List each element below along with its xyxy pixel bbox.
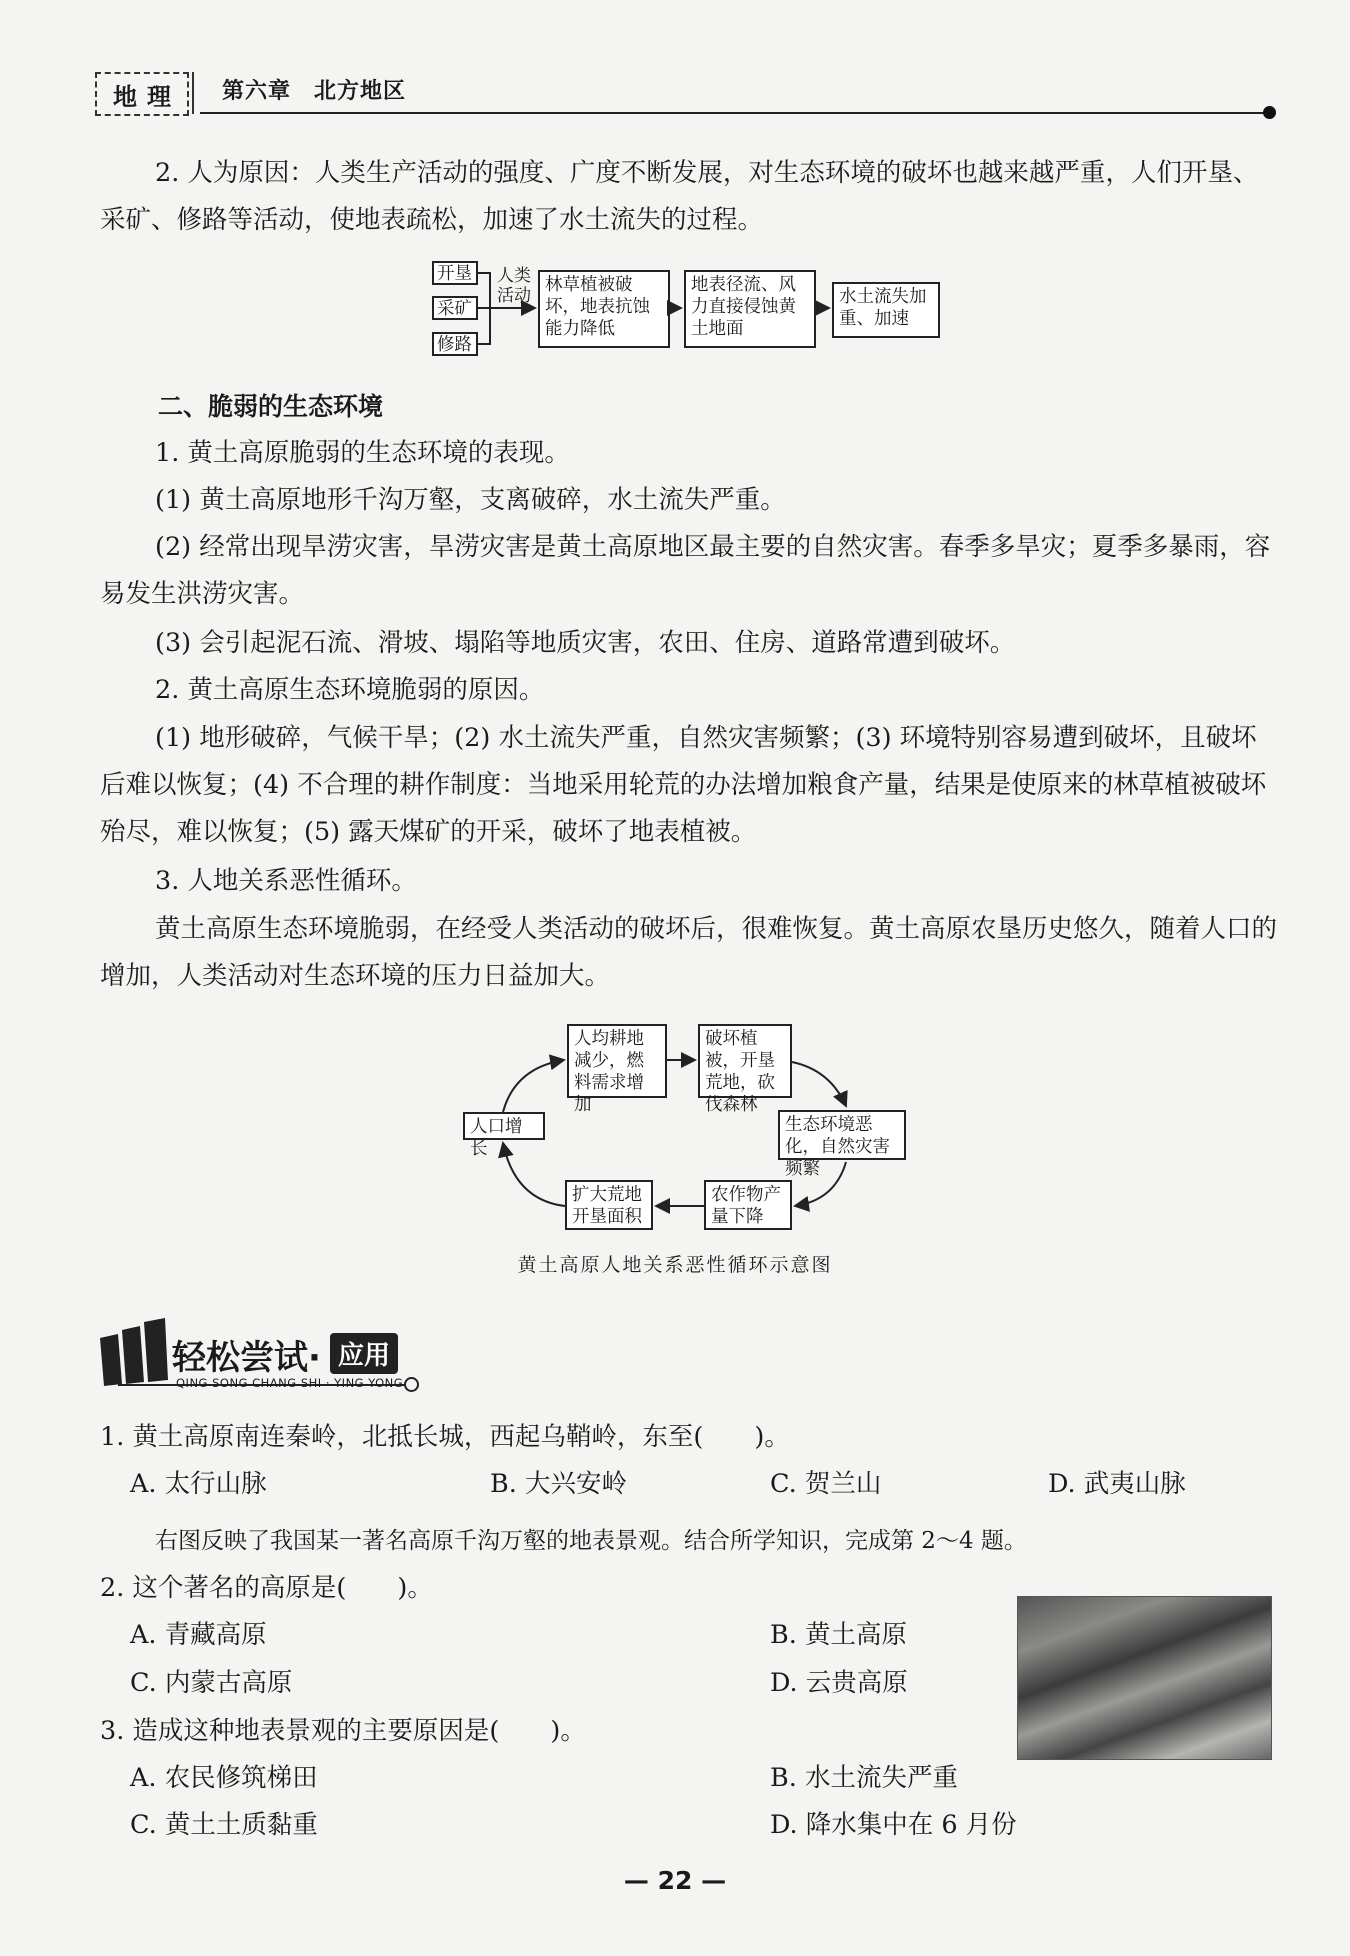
flow-step-box: 地表径流、风力直接侵蚀黄土地面 xyxy=(684,270,816,348)
q1-option-b: B. 大兴安岭 xyxy=(490,1469,627,1499)
flow-input-box: 采矿 xyxy=(432,296,478,320)
list-item: (2) 经常出现旱涝灾害，旱涝灾害是黄土高原地区最主要的自然灾害。春季多旱灾；夏季多暴雨，容易发生洪涝灾害。 xyxy=(100,532,1271,609)
section-heading: 二、脆弱的生态环境 xyxy=(158,392,384,421)
flow-step-box: 林草植被破坏，地表抗蚀能力降低 xyxy=(538,270,670,348)
flow-step-box: 水土流失加重、加速 xyxy=(832,282,940,338)
q3-option-b: B. 水土流失严重 xyxy=(770,1763,958,1793)
list-item: (3) 会引起泥石流、滑坡、塌陷等地质灾害，农田、住房、道路常遭到破坏。 xyxy=(155,628,1016,658)
flow-input-box: 开垦 xyxy=(432,261,478,285)
cycle-node: 生态环境恶化，自然灾害频繁 xyxy=(778,1110,906,1160)
q1-option-a: A. 太行山脉 xyxy=(130,1469,267,1499)
banner-subtitle: QING SONG CHANG SHI · YING YONG xyxy=(176,1376,404,1390)
cycle-node: 农作物产量下降 xyxy=(704,1180,792,1230)
q2-option-c: C. 内蒙古高原 xyxy=(130,1668,293,1698)
banner-rule-end xyxy=(404,1377,419,1392)
question-3: 3. 造成这种地表景观的主要原因是( )。 xyxy=(100,1716,586,1746)
subject-char: 地 xyxy=(113,81,137,111)
subsection-title: 1. 黄土高原脆弱的生态环境的表现。 xyxy=(155,438,570,468)
list-item: (1) 黄土高原地形千沟万壑，支离破碎，水土流失严重。 xyxy=(155,485,786,515)
banner-tag: 应用 xyxy=(330,1333,398,1374)
diagram-caption: 黄土高原人地关系恶性循环示意图 xyxy=(517,1254,833,1276)
cycle-node: 破坏植被，开垦荒地，砍伐森林 xyxy=(698,1024,792,1098)
subject-char: 理 xyxy=(147,81,171,111)
banner-title: 轻松尝试· xyxy=(172,1338,321,1378)
subsection-title: 3. 人地关系恶性循环。 xyxy=(155,866,417,896)
loess-plateau-photo xyxy=(1017,1596,1272,1760)
questions-intro: 右图反映了我国某一著名高原千沟万壑的地表景观。结合所学知识，完成第 2～4 题。 xyxy=(155,1528,1027,1554)
flow-label-human-activity: 人类活动 xyxy=(497,266,531,306)
q2-option-a: A. 青藏高原 xyxy=(130,1620,267,1650)
vicious-cycle-paragraph: 黄土高原生态环境脆弱，在经受人类活动的破坏后，很难恢复。黄土高原农垦历史悠久，随着人口的增加，人类活动对生态环境的压力日益加大。 xyxy=(100,914,1278,991)
cycle-node: 人口增长 xyxy=(463,1112,545,1140)
cycle-node: 扩大荒地开垦面积 xyxy=(565,1180,653,1230)
cycle-node: 人均耕地减少，燃料需求增加 xyxy=(567,1024,667,1098)
q3-option-a: A. 农民修筑梯田 xyxy=(130,1763,318,1793)
question-2: 2. 这个著名的高原是( )。 xyxy=(100,1573,433,1603)
causes-paragraph: (1) 地形破碎，气候干旱；(2) 水土流失严重，自然灾害频繁；(3) 环境特别容易遭到破坏，且破坏后难以恢复；(4) 不合理的耕作制度：当地采用轮荒的办法增加粮食产量，结果是使原来的林草植被破坏殆尽，难以恢复；(5) 露天煤矿的开采，破坏了地表植被。 xyxy=(100,723,1267,847)
q2-option-d: D. 云贵高原 xyxy=(770,1668,908,1698)
subsection-title: 2. 黄土高原生态环境脆弱的原因。 xyxy=(155,675,545,705)
human-causes-paragraph: 2. 人为原因：人类生产活动的强度、广度不断发展，对生态环境的破坏也越来越严重，人们开垦、采矿、修路等活动，使地表疏松，加速了水土流失的过程。 xyxy=(100,158,1259,235)
q2-option-b: B. 黄土高原 xyxy=(770,1620,907,1650)
chapter-title: 第六章 北方地区 xyxy=(222,78,407,104)
q3-option-d: D. 降水集中在 6 月份 xyxy=(770,1810,1017,1840)
page-number-value: 22 xyxy=(657,1866,693,1895)
page-number: — 22 — xyxy=(623,1866,727,1895)
q3-option-c: C. 黄土土质黏重 xyxy=(130,1810,318,1840)
q1-option-d: D. 武夷山脉 xyxy=(1048,1469,1186,1499)
question-1: 1. 黄土高原南连秦岭，北抵长城，西起乌鞘岭，东至( )。 xyxy=(100,1422,790,1452)
flow-input-box: 修路 xyxy=(432,332,478,356)
q1-option-c: C. 贺兰山 xyxy=(770,1469,882,1499)
